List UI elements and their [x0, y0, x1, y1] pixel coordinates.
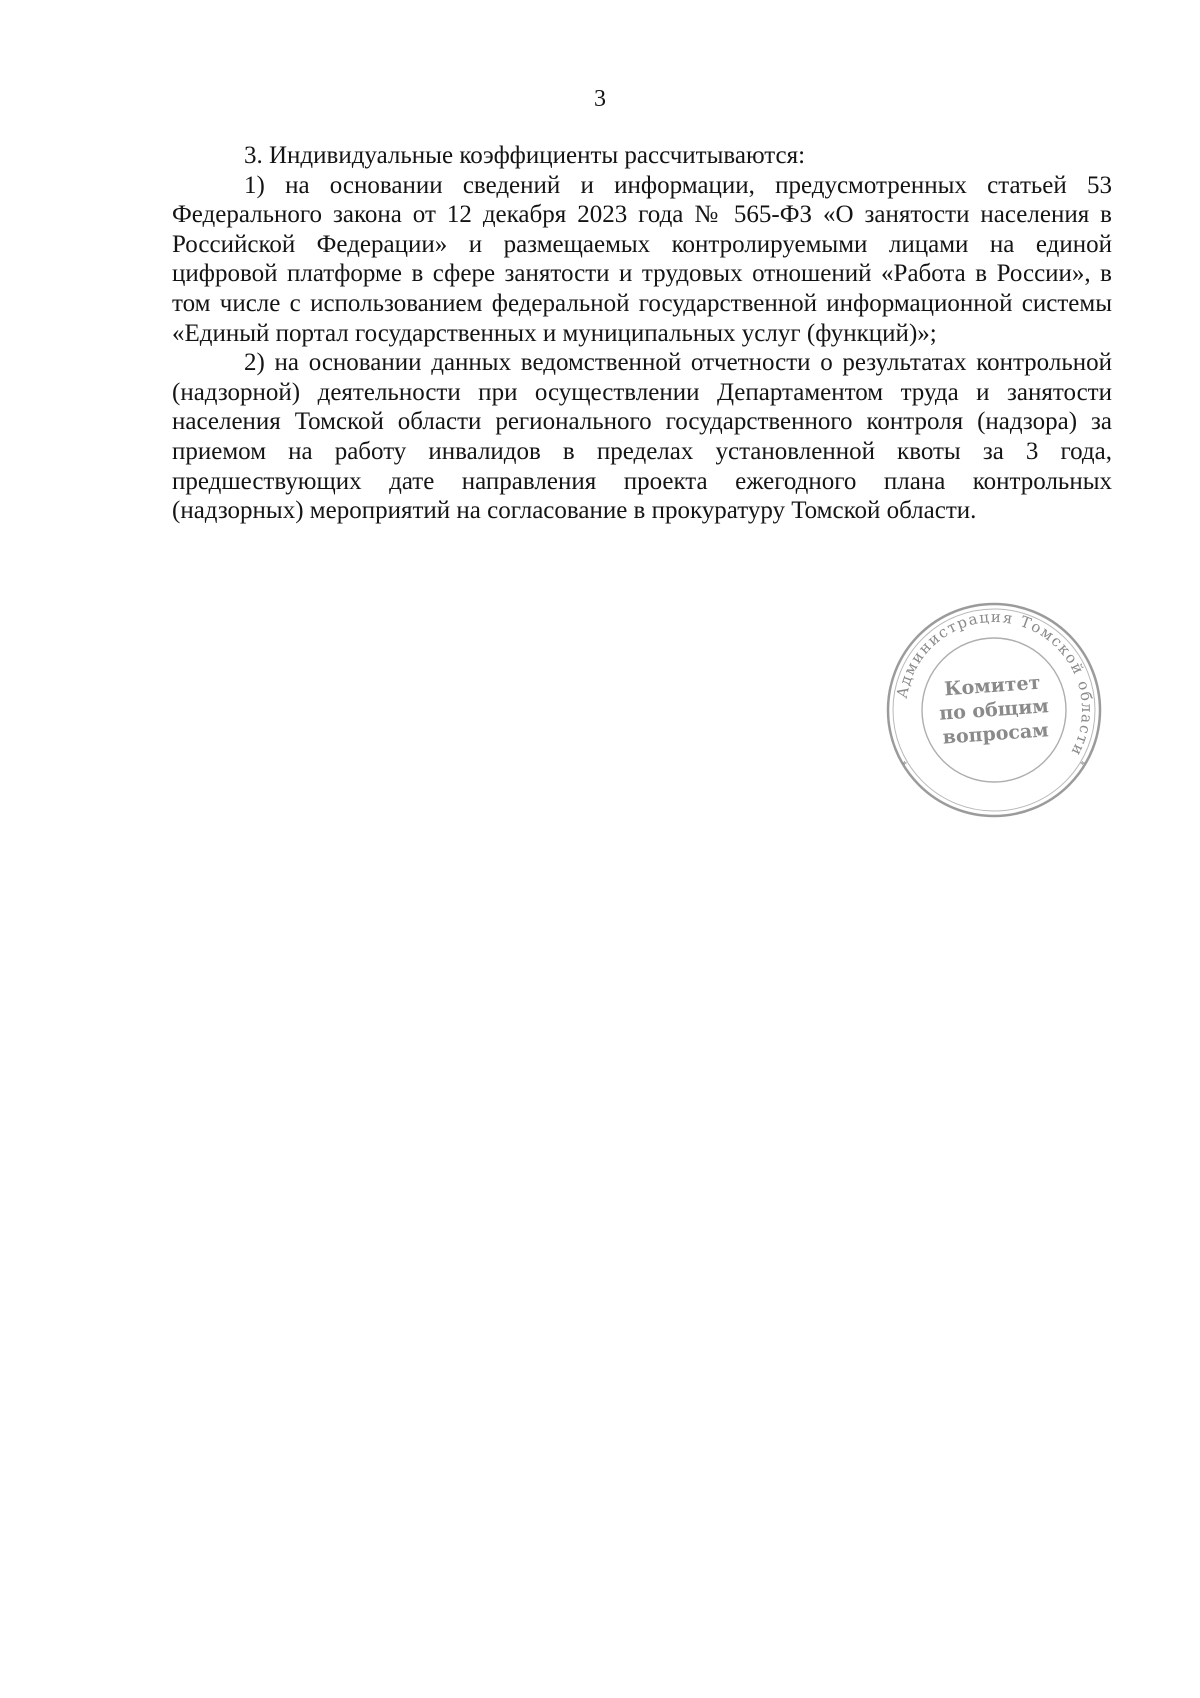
stamp-star-right: * [1080, 760, 1085, 771]
official-stamp [884, 600, 1104, 820]
paragraph-item-2: 2) на основании данных ведомственной отчетности о результатах контрольной (надзорной) деятельности при осуществлении Департаментом труда и занятости населения Томской области регионального государственного контроля (надзора) за приемом на работу инвалидов в пределах установленной квоты за 3 года, предшествующих дате направления проекта ежегодного плана контрольных (надзорных) мероприятий на согласование в прокуратуру Томской области. [172, 349, 1112, 525]
stamp-line-3: вопросам [941, 719, 1050, 749]
stamp-center-text [882, 666, 1106, 753]
stamp-line-2: по общим [938, 695, 1050, 725]
document-body [172, 141, 1112, 526]
stamp-ring-text: Администрация Томской области [892, 607, 1097, 760]
paragraph-item-1: 1) на основании сведений и информации, предусмотренных статьей 53 Федерального закона от 12 декабря 2023 года № 565-ФЗ «О занятости населения в Российской Федерации» и размещаемых контролируемыми лицами на единой цифровой платформе в сфере занятости и трудовых отношений «Работа в России», в том числе с использованием федеральной государственной информационной системы «Единый портал государственных и муниципальных услуг (функций)»; [172, 171, 1112, 347]
stamp-line-1: Комитет [943, 671, 1042, 701]
paragraph-section-3: 3. Индивидуальные коэффициенты рассчитываются: [244, 142, 806, 169]
page-number: 3 [594, 86, 606, 112]
stamp-star-left: * [902, 760, 907, 771]
